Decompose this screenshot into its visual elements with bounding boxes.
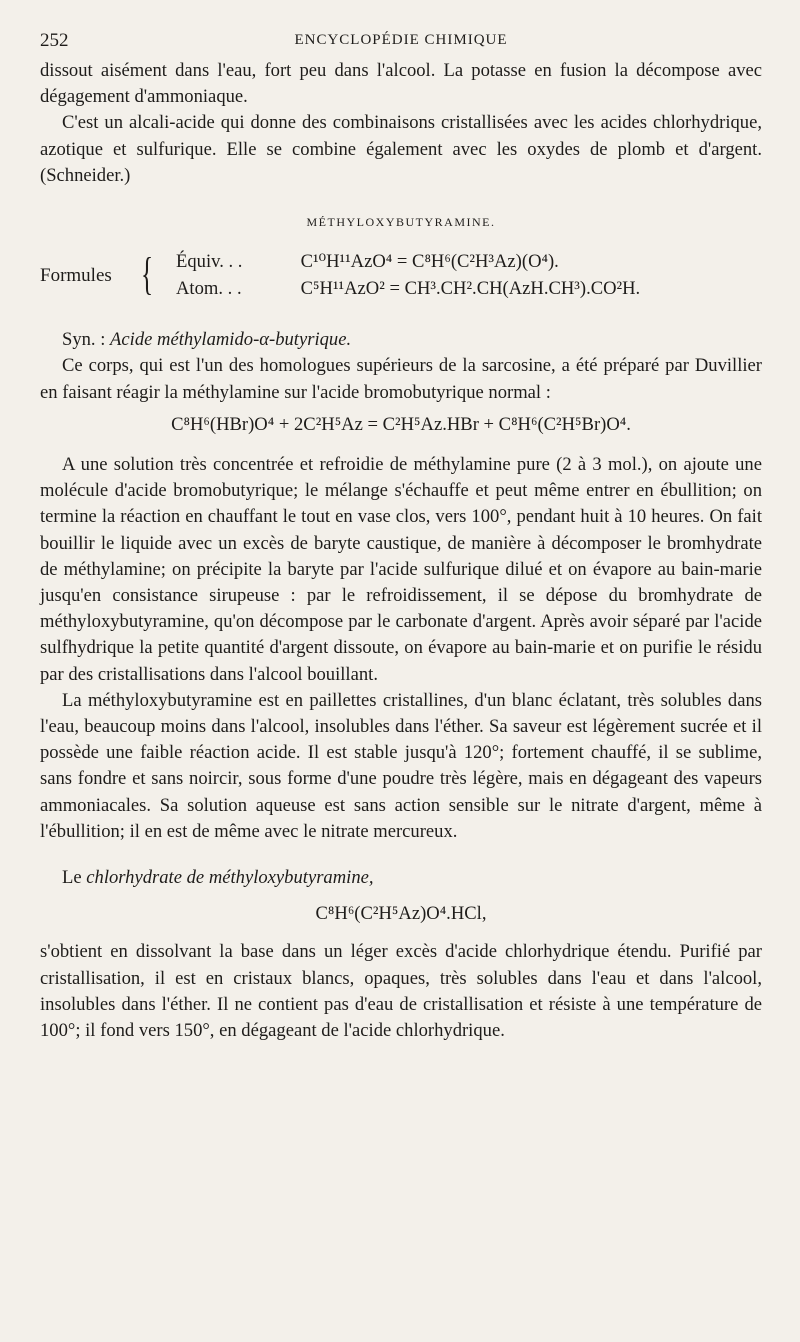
synonym-line bbox=[40, 327, 762, 353]
paragraph-6-prefix: Le bbox=[62, 867, 87, 889]
section-title: MÉTHYLOXYBUTYRAMINE. bbox=[306, 215, 496, 230]
equiv-formula: C¹⁰H¹¹AzO⁴ = C⁸H⁶(C²H³Az)(O⁴). bbox=[300, 251, 559, 273]
paragraph-7: s'obtient en dissolvant la base dans un léger excès d'acide chlorhydrique étendu. Purifié par cristallisation, il est en cristaux blancs, opaques, très solubles dans l'eau et dans l'alcool, insolubles dans l'éther. Il ne contient pas d'eau de cristallisation et résiste à une température de 100°; il fond vers 150°, en dégageant de l'acide chlorhydrique. bbox=[40, 941, 762, 1042]
formula-row-equiv bbox=[176, 249, 559, 275]
brace-symbol: { bbox=[140, 248, 154, 300]
page-header bbox=[40, 30, 762, 54]
paragraph-2: C'est un alcali-acide qui donne des combinaisons cristallisées avec les acides chlorhydrique, azotique et sulfurique. Elle se combine également avec les oxydes de plomb et d'argent. (Schneider.) bbox=[40, 112, 762, 186]
body-text bbox=[40, 58, 762, 1044]
paragraph-6 bbox=[40, 865, 762, 891]
atom-label: Atom. . . bbox=[176, 278, 242, 300]
formula-row-atom bbox=[176, 276, 640, 302]
paragraph-5: La méthyloxybutyramine est en paillettes cristallines, d'un blanc éclatant, très solubles dans l'eau, beaucoup moins dans l'alcool, insolubles dans l'éther. Sa saveur est légèrement sucrée et il possède une faible réaction acide. Il est stable jusqu'à 120°; fortement chauffé, il se sublime, sans fondre et sans noircir, sous forme d'une poudre très légère, mais en dégageant des vapeurs ammoniacales. Sa solution aqueuse est sans action sensible sur le nitrate d'argent, même à l'ébullition; il en est de même avec le nitrate mercureux. bbox=[40, 689, 762, 842]
chlorhydrate-formula: C⁸H⁶(C²H⁵Az)O⁴.HCl, bbox=[315, 903, 487, 925]
formulas-block bbox=[40, 249, 762, 309]
paragraph-3: Ce corps, qui est l'un des homologues supérieurs de la sarcosine, a été préparé par Duvillier en faisant réagir la méthylamine sur l'acide bromobutyrique normal : bbox=[40, 355, 762, 403]
synonym-prefix: Syn. : bbox=[62, 329, 111, 351]
synonym-name: Acide méthylamido-α-butyrique. bbox=[110, 329, 352, 351]
equiv-label: Équiv. . . bbox=[176, 251, 243, 273]
formulas-label: Formules bbox=[40, 265, 112, 287]
page-number: 252 bbox=[40, 30, 69, 51]
reaction-equation: C⁸H⁶(HBr)O⁴ + 2C²H⁵Az = C²H⁵Az.HBr + C⁸H⁶(C²H⁵Br)O⁴. bbox=[171, 413, 631, 435]
paragraph-1: dissout aisément dans l'eau, fort peu dans l'alcool. La potasse en fusion la décompose avec dégagement d'ammoniaque. bbox=[40, 60, 762, 108]
paragraph-4: A une solution très concentrée et refroidie de méthylamine pure (2 à 3 mol.), on ajoute une molécule d'acide bromobutyrique; le mélange s'échauffe et peut même entrer en ébullition; on termine la réaction en chauffant le tout en vase clos, vers 100°, pendant huit à 10 heures. On fait bouillir le liquide avec un excès de baryte caustique, de manière à décomposer le bromhydrate de méthylamine; on précipite la baryte par l'acide sulfurique dilué et on évapore au bain-marie jusqu'en consistance sirupeuse : par le refroidissement, il se dépose du bromhydrate de méthyloxybutyramine, qu'on décompose par le carbonate d'argent. Après avoir séparé par l'acide sulfhydrique la petite quantité d'argent dissoute, on évapore au bain-marie et on purifie le résidu par des cristallisations dans l'alcool bouillant. bbox=[40, 454, 762, 685]
chlorhydrate-name: chlorhydrate de méthyloxybutyramine, bbox=[86, 867, 374, 889]
running-title: ENCYCLOPÉDIE CHIMIQUE bbox=[294, 32, 508, 48]
atom-formula: C⁵H¹¹AzO² = CH³.CH².CH(AzH.CH³).CO²H. bbox=[300, 278, 641, 300]
